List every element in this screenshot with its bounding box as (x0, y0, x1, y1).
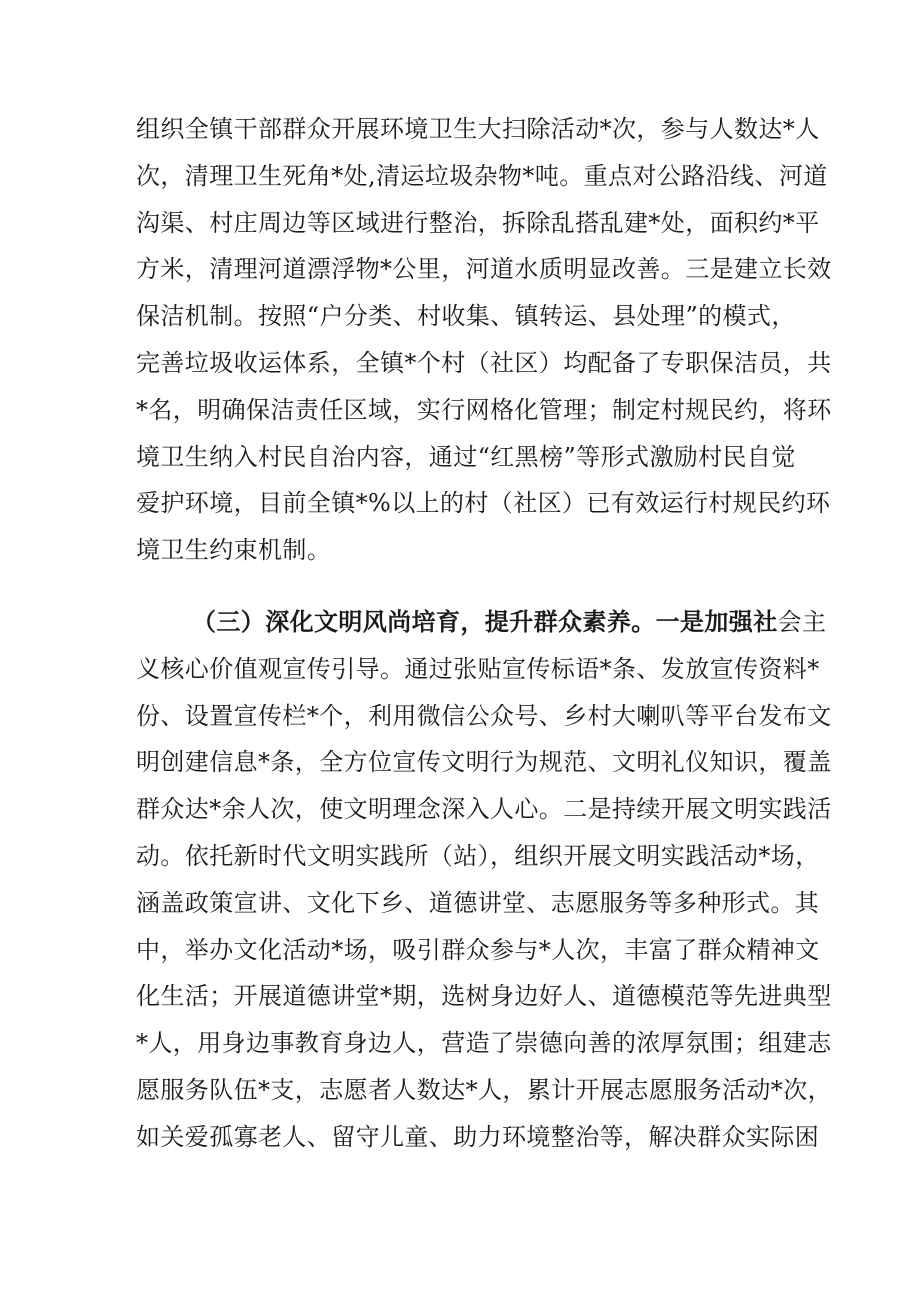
paragraph-civilization (136, 599, 832, 1161)
text-line: 如关爱孤寡老人、留守儿童、助力环境整治等，解决群众实际困 (136, 1122, 820, 1151)
text-line: 方米，清理河道漂浮物*公里，河道水质明显改善。三是建立长效 (136, 255, 832, 284)
text-line: 涵盖政策宣讲、文化下乡、道德讲堂、志愿服务等多种形式。其 (136, 888, 820, 917)
text-line: 动。依托新时代文明实践所（站），组织开展文明实践活动*场， (136, 841, 820, 870)
text-line: 次，清理卫生死角*处,清运垃圾杂物*吨。重点对公路沿线、河道 (136, 161, 828, 190)
heading-tail-text: 会主 (777, 608, 827, 636)
paragraph-environment (136, 106, 832, 574)
text-line: 境卫生约束机制。 (136, 536, 332, 565)
text-line: 中，举办文化活动*场，吸引群众参与*人次，丰富了群众精神文 (136, 935, 820, 964)
section-heading: （三）深化文明风尚培育，提升群众素养。一是加强社 (192, 607, 778, 636)
text-line: 份、设置宣传栏*个，利用微信公众号、乡村大喇叭等平台发布文 (136, 701, 832, 730)
text-line: 保洁机制。按照“户分类、村收集、镇转运、县处理”的模式， (136, 302, 796, 331)
text-line: 完善垃圾收运体系，全镇*个村（社区）均配备了专职保洁员，共 (136, 348, 832, 377)
text-line: 明创建信息*条，全方位宣传文明行为规范、文明礼仪知识，覆盖 (136, 748, 832, 777)
text-line: 群众达*余人次，使文明理念深入人心。二是持续开展文明实践活 (136, 795, 832, 824)
text-line: 沟渠、村庄周边等区域进行整治，拆除乱搭乱建*处，面积约*平 (136, 208, 820, 237)
text-line: 义核心价值观宣传引导。通过张贴宣传标语*条、发放宣传资料* (136, 654, 820, 683)
text-line: *人，用身边事教育身边人，营造了崇德向善的浓厚氛围；组建志 (136, 1029, 832, 1058)
text-line: 化生活；开展道德讲堂*期，选树身边好人、道德模范等先进典型 (136, 982, 832, 1011)
text-line: 境卫生纳入村民自治内容，通过“红黑榜”等形式激励村民自觉 (136, 442, 796, 471)
text-line: 愿服务队伍*支，志愿者人数达*人，累计开展志愿服务活动*次， (136, 1075, 832, 1104)
section-heading-line (136, 599, 827, 646)
text-line: *名，明确保洁责任区域，实行网格化管理；制定村规民约，将环 (136, 395, 832, 424)
text-line: 爱护环境，目前全镇*%以上的村（社区）已有效运行村规民约环 (136, 489, 831, 518)
text-line: 组织全镇干部群众开展环境卫生大扫除活动*次，参与人数达*人 (136, 115, 820, 143)
